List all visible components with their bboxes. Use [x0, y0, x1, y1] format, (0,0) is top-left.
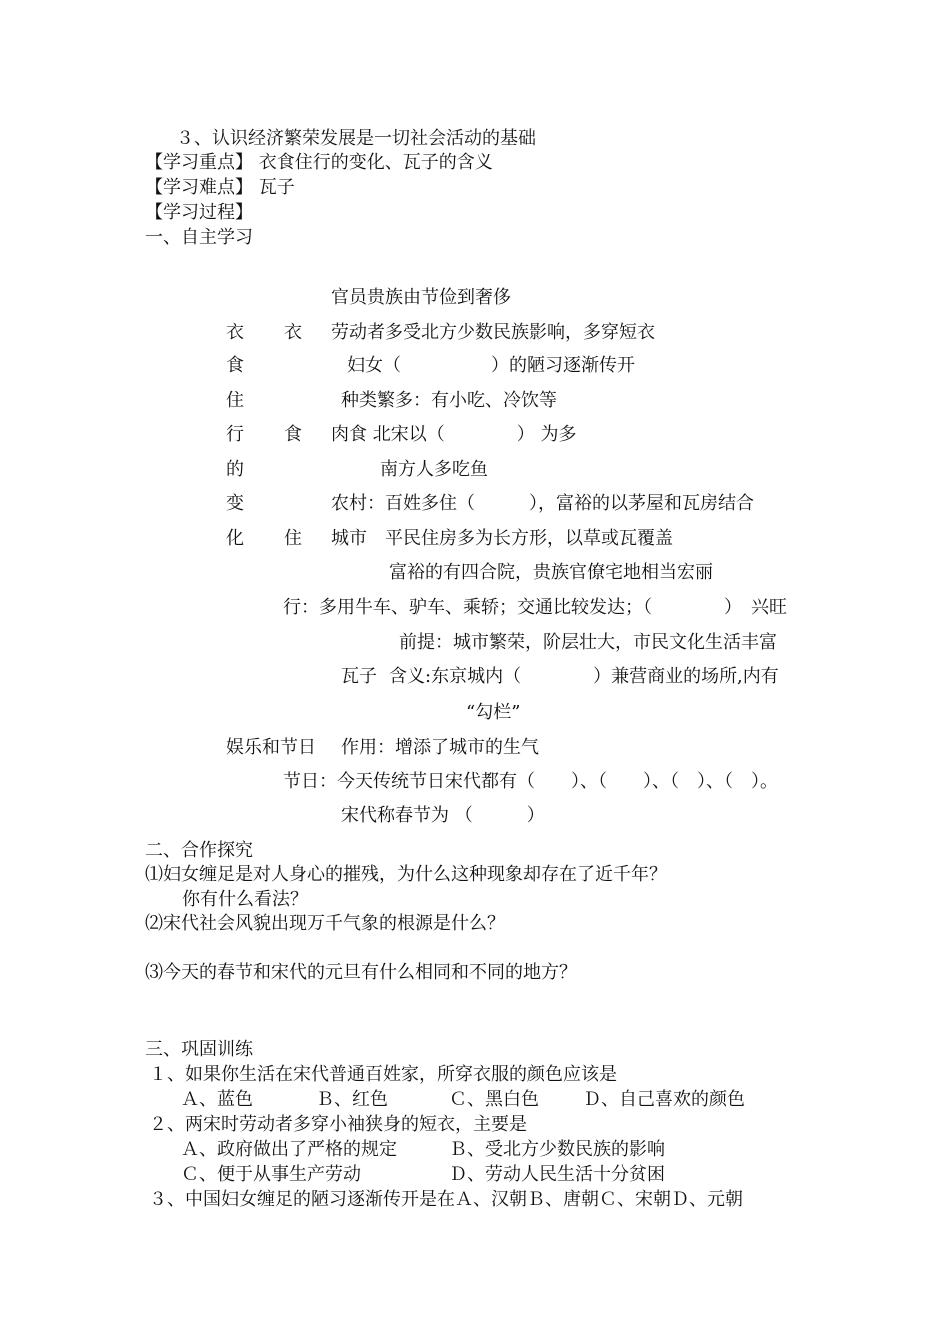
wazi-premise: 前提：城市繁荣，阶层壮大，市民文化生活丰富 [399, 632, 777, 653]
exercise-1-option-a: Ａ、蓝色 [181, 1089, 253, 1110]
wazi-role: 作用：增添了城市的生气 [341, 737, 539, 758]
exercise-2: ２、两宋时劳动者多穿小袖狭身的短衣，主要是 [149, 1114, 527, 1135]
clothing-line-2: 劳动者多受北方少数民族影响，多穿短衣 [331, 322, 655, 343]
question-3: ⑶今天的春节和宋代的元旦有什么相同和不同的地方？ [145, 962, 577, 983]
exercise-2-option-a: Ａ、政府做出了严格的规定 [181, 1139, 397, 1160]
key-points: 【学习重点】 衣食住行的变化、瓦子的含义 [145, 152, 493, 173]
exercise-1-option-c: Ｃ、黑白色 [449, 1089, 539, 1110]
vertical-title-char: 变 [226, 493, 244, 514]
exercise-1: １、如果你生活在宋代普通百姓家，所穿衣服的颜色应该是 [149, 1064, 617, 1085]
goal-3: ３、认识经济繁荣发展是一切社会活动的基础 [176, 128, 536, 149]
clothing-line-1: 官员贵族由节俭到奢侈 [331, 287, 511, 308]
vertical-title-char: 行 [226, 424, 244, 445]
clothing-label: 衣 [284, 322, 302, 343]
question-2: ⑵宋代社会风貌出现万千气象的根源是什么？ [145, 913, 505, 934]
vertical-title-char: 住 [226, 390, 244, 411]
section-2-title: 二、合作探究 [145, 840, 253, 861]
housing-line-2: 城市 平民住房多为长方形，以草或瓦覆盖 [331, 528, 673, 549]
exercise-3: ３、中国妇女缠足的陋习逐渐传开是在Ａ、汉朝Ｂ、唐朝Ｃ、宋朝Ｄ、元朝 [149, 1189, 743, 1210]
food-label: 食 [284, 424, 302, 445]
clothing-line-3: 妇女（ ）的陋习逐渐传开 [347, 355, 635, 376]
exercise-1-option-d: Ｄ、自己喜欢的颜色 [583, 1089, 745, 1110]
vertical-title-char: 食 [226, 355, 244, 376]
food-line-1: 种类繁多：有小吃、冷饮等 [341, 390, 557, 411]
vertical-title-char: 的 [226, 459, 244, 480]
housing-line-1: 农村：百姓多住（ ），富裕的以茅屋和瓦房结合 [331, 493, 754, 514]
housing-line-3: 富裕的有四合院，贵族官僚宅地相当宏丽 [389, 562, 713, 583]
question-1: ⑴妇女缠足是对人身心的摧残，为什么这种现象却存在了近千年？ [145, 864, 667, 885]
entertainment-label: 娱乐和节日 [226, 737, 316, 758]
housing-label: 住 [284, 528, 302, 549]
vertical-title-char: 化 [226, 528, 244, 549]
wazi-meaning: 含义:东京城内（ ）兼营商业的场所,内有 [389, 666, 779, 687]
process-heading: 【学习过程】 [145, 202, 253, 223]
food-line-2: 肉食 北宋以（ ） 为多 [331, 424, 577, 445]
section-3-title: 三、巩固训练 [145, 1039, 253, 1060]
difficulties: 【学习难点】 瓦子 [145, 177, 295, 198]
exercise-2-option-c: Ｃ、便于从事生产劳动 [181, 1164, 361, 1185]
spring-festival-line: 宋代称春节为 （ ） [341, 805, 545, 826]
section-1-title: 一、自主学习 [145, 227, 253, 248]
exercise-2-option-d: Ｄ、劳动人民生活十分贫困 [449, 1164, 665, 1185]
wazi-label: 瓦子 [341, 666, 377, 687]
vertical-title-char: 衣 [226, 322, 244, 343]
festival-line: 节日：今天传统节日宋代都有（ ）、（ ）、（ ）、（ ）。 [283, 771, 778, 792]
exercise-1-option-b: Ｂ、红色 [316, 1089, 388, 1110]
travel-line: 行：多用牛车、驴车、乘轿；交通比较发达；（ ） 兴旺 [283, 597, 787, 618]
food-line-3: 南方人多吃鱼 [380, 459, 488, 480]
wazi-goulan: “勾栏” [466, 702, 521, 723]
exercise-2-option-b: Ｂ、受北方少数民族的影响 [449, 1139, 665, 1160]
question-1-cont: 你有什么看法？ [182, 889, 308, 910]
